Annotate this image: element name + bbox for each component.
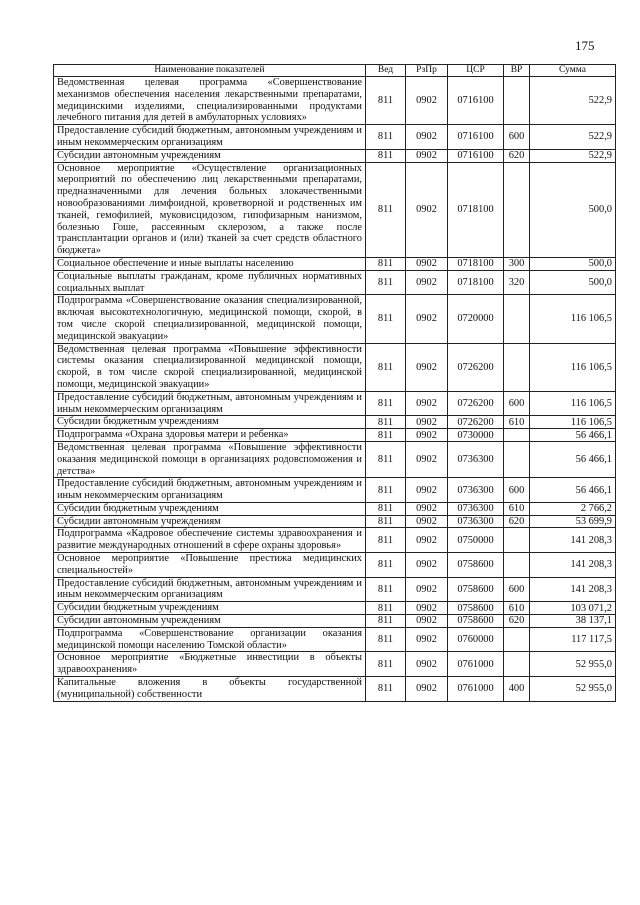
cell-ved: 811 xyxy=(366,162,406,257)
cell-ved: 811 xyxy=(366,295,406,343)
cell-ved: 811 xyxy=(366,391,406,416)
table-row xyxy=(54,677,616,702)
cell-sum: 116 106,5 xyxy=(530,343,616,391)
table-row xyxy=(54,162,616,257)
cell-csr: 0736300 xyxy=(448,478,504,503)
cell-sum: 56 466,1 xyxy=(530,441,616,477)
cell-vr xyxy=(504,553,530,578)
cell-vr xyxy=(504,652,530,677)
cell-csr: 0736300 xyxy=(448,441,504,477)
table-row xyxy=(54,270,616,295)
cell-rzpr: 0902 xyxy=(406,416,448,429)
cell-sum: 116 106,5 xyxy=(530,295,616,343)
cell-rzpr: 0902 xyxy=(406,577,448,602)
cell-sum: 103 071,2 xyxy=(530,602,616,615)
cell-sum: 522,9 xyxy=(530,149,616,162)
header-vr: ВР xyxy=(504,65,530,77)
table-row xyxy=(54,553,616,578)
cell-csr: 0758600 xyxy=(448,577,504,602)
cell-ved: 811 xyxy=(366,429,406,442)
cell-rzpr: 0902 xyxy=(406,149,448,162)
header-sum: Сумма xyxy=(530,65,616,77)
cell-rzpr: 0902 xyxy=(406,125,448,150)
table-row xyxy=(54,343,616,391)
table-row xyxy=(54,652,616,677)
cell-rzpr: 0902 xyxy=(406,652,448,677)
table-row xyxy=(54,528,616,553)
cell-vr xyxy=(504,627,530,652)
cell-name: Предоставление субсидий бюджетным, автономным учреждениям и иным некоммерческим организациям xyxy=(54,391,366,416)
cell-ved: 811 xyxy=(366,627,406,652)
table-row xyxy=(54,429,616,442)
cell-rzpr: 0902 xyxy=(406,77,448,125)
cell-csr: 0726200 xyxy=(448,343,504,391)
cell-name: Субсидии бюджетным учреждениям xyxy=(54,602,366,615)
cell-csr: 0718100 xyxy=(448,270,504,295)
cell-sum: 56 466,1 xyxy=(530,429,616,442)
cell-name: Подпрограмма «Охрана здоровья матери и ребенка» xyxy=(54,429,366,442)
cell-csr: 0758600 xyxy=(448,602,504,615)
cell-vr xyxy=(504,77,530,125)
cell-ved: 811 xyxy=(366,441,406,477)
cell-ved: 811 xyxy=(366,416,406,429)
cell-name: Социальное обеспечение и иные выплаты населению xyxy=(54,257,366,270)
cell-rzpr: 0902 xyxy=(406,478,448,503)
table-row xyxy=(54,615,616,628)
cell-rzpr: 0902 xyxy=(406,270,448,295)
cell-csr: 0761000 xyxy=(448,652,504,677)
cell-ved: 811 xyxy=(366,577,406,602)
cell-ved: 811 xyxy=(366,602,406,615)
cell-rzpr: 0902 xyxy=(406,295,448,343)
cell-sum: 2 766,2 xyxy=(530,502,616,515)
cell-ved: 811 xyxy=(366,257,406,270)
cell-name: Субсидии бюджетным учреждениям xyxy=(54,502,366,515)
cell-rzpr: 0902 xyxy=(406,615,448,628)
table-row xyxy=(54,478,616,503)
cell-name: Основное мероприятие «Осуществление организационных мероприятий по обеспечению лиц лекарственными препаратами, предназначенными для лечения больных злокачественными новообразованиями лимфоидной, кроветворной и родственных им тканей, гемофилией, муковисцидозом, гипофизарным нанизмом, болезнью Гоше, рассеянным склерозом, а также после трансплантации органов и (или) тканей за счет средств областного бюджета» xyxy=(54,162,366,257)
cell-sum: 38 137,1 xyxy=(530,615,616,628)
cell-vr: 400 xyxy=(504,677,530,702)
cell-ved: 811 xyxy=(366,125,406,150)
cell-rzpr: 0902 xyxy=(406,515,448,528)
cell-vr: 610 xyxy=(504,602,530,615)
cell-vr xyxy=(504,441,530,477)
cell-sum: 522,9 xyxy=(530,125,616,150)
header-rzpr: РзПр xyxy=(406,65,448,77)
cell-csr: 0730000 xyxy=(448,429,504,442)
table-row xyxy=(54,77,616,125)
cell-vr: 610 xyxy=(504,502,530,515)
cell-ved: 811 xyxy=(366,149,406,162)
cell-ved: 811 xyxy=(366,343,406,391)
table-row xyxy=(54,577,616,602)
cell-rzpr: 0902 xyxy=(406,528,448,553)
table-row xyxy=(54,627,616,652)
table-row xyxy=(54,502,616,515)
cell-rzpr: 0902 xyxy=(406,441,448,477)
budget-table xyxy=(53,64,616,702)
cell-sum: 141 208,3 xyxy=(530,577,616,602)
cell-csr: 0716100 xyxy=(448,149,504,162)
cell-vr: 620 xyxy=(504,615,530,628)
cell-name: Ведомственная целевая программа «Совершенствование механизмов обеспечения населения лекарственными препаратами, медицинскими изделиями, специализированными продуктами лечебного питания для детей в амбулаторных условиях» xyxy=(54,77,366,125)
cell-rzpr: 0902 xyxy=(406,162,448,257)
cell-ved: 811 xyxy=(366,515,406,528)
cell-ved: 811 xyxy=(366,553,406,578)
cell-ved: 811 xyxy=(366,502,406,515)
cell-csr: 0716100 xyxy=(448,125,504,150)
cell-csr: 0726200 xyxy=(448,416,504,429)
cell-csr: 0750000 xyxy=(448,528,504,553)
cell-sum: 116 106,5 xyxy=(530,391,616,416)
cell-name: Капитальные вложения в объекты государственной (муниципальной) собственности xyxy=(54,677,366,702)
cell-rzpr: 0902 xyxy=(406,391,448,416)
cell-csr: 0736300 xyxy=(448,515,504,528)
cell-vr: 320 xyxy=(504,270,530,295)
cell-name: Субсидии автономным учреждениям xyxy=(54,615,366,628)
table-row xyxy=(54,295,616,343)
cell-ved: 811 xyxy=(366,528,406,553)
cell-vr xyxy=(504,528,530,553)
table-row xyxy=(54,441,616,477)
cell-rzpr: 0902 xyxy=(406,627,448,652)
cell-sum: 56 466,1 xyxy=(530,478,616,503)
cell-csr: 0720000 xyxy=(448,295,504,343)
cell-csr: 0758600 xyxy=(448,553,504,578)
cell-ved: 811 xyxy=(366,270,406,295)
cell-name: Предоставление субсидий бюджетным, автономным учреждениям и иным некоммерческим организациям xyxy=(54,577,366,602)
cell-ved: 811 xyxy=(366,677,406,702)
cell-sum: 500,0 xyxy=(530,162,616,257)
cell-name: Ведомственная целевая программа «Повышение эффективности оказания медицинской помощи в организациях родовспоможения и детства» xyxy=(54,441,366,477)
cell-sum: 52 955,0 xyxy=(530,677,616,702)
header-csr: ЦСР xyxy=(448,65,504,77)
cell-vr: 610 xyxy=(504,416,530,429)
cell-rzpr: 0902 xyxy=(406,502,448,515)
header-name: Наименование показателей xyxy=(54,65,366,77)
table-row xyxy=(54,125,616,150)
cell-name: Субсидии бюджетным учреждениям xyxy=(54,416,366,429)
table-row xyxy=(54,602,616,615)
cell-csr: 0760000 xyxy=(448,627,504,652)
table-row xyxy=(54,391,616,416)
cell-csr: 0758600 xyxy=(448,615,504,628)
cell-csr: 0716100 xyxy=(448,77,504,125)
header-ved: Вед xyxy=(366,65,406,77)
cell-name: Ведомственная целевая программа «Повышение эффективности системы оказания специализированной медицинской помощи, скорой, в том числе скорой специализированной, медицинской помощи, медицинской эвакуации» xyxy=(54,343,366,391)
cell-vr: 600 xyxy=(504,577,530,602)
cell-vr xyxy=(504,343,530,391)
cell-sum: 522,9 xyxy=(530,77,616,125)
cell-name: Подпрограмма «Совершенствование оказания специализированной, включая высокотехнологичную, медицинской помощи, скорой, в том числе скорой специализированной, медицинской помощи, медицинской эвакуации» xyxy=(54,295,366,343)
cell-rzpr: 0902 xyxy=(406,257,448,270)
table-row xyxy=(54,515,616,528)
cell-rzpr: 0902 xyxy=(406,602,448,615)
cell-sum: 116 106,5 xyxy=(530,416,616,429)
cell-sum: 141 208,3 xyxy=(530,553,616,578)
table-header-row xyxy=(54,65,616,77)
cell-name: Подпрограмма «Совершенствование организации оказания медицинской помощи населению Томской области» xyxy=(54,627,366,652)
cell-rzpr: 0902 xyxy=(406,677,448,702)
cell-name: Подпрограмма «Кадровое обеспечение системы здравоохранения и развитие международных отношений в сфере охраны здоровья» xyxy=(54,528,366,553)
cell-name: Субсидии автономным учреждениям xyxy=(54,515,366,528)
table-body xyxy=(54,77,616,702)
cell-sum: 500,0 xyxy=(530,270,616,295)
cell-name: Предоставление субсидий бюджетным, автономным учреждениям и иным некоммерческим организациям xyxy=(54,478,366,503)
cell-rzpr: 0902 xyxy=(406,429,448,442)
cell-sum: 141 208,3 xyxy=(530,528,616,553)
cell-vr: 600 xyxy=(504,478,530,503)
cell-name: Социальные выплаты гражданам, кроме публичных нормативных социальных выплат xyxy=(54,270,366,295)
cell-sum: 53 699,9 xyxy=(530,515,616,528)
cell-vr xyxy=(504,295,530,343)
table-row xyxy=(54,149,616,162)
cell-name: Основное мероприятие «Повышение престижа медицинских специальностей» xyxy=(54,553,366,578)
cell-csr: 0726200 xyxy=(448,391,504,416)
cell-name: Предоставление субсидий бюджетным, автономным учреждениям и иным некоммерческим организациям xyxy=(54,125,366,150)
page-number: 175 xyxy=(575,38,595,53)
cell-sum: 52 955,0 xyxy=(530,652,616,677)
cell-sum: 500,0 xyxy=(530,257,616,270)
cell-vr: 600 xyxy=(504,391,530,416)
cell-name: Основное мероприятие «Бюджетные инвестиции в объекты здравоохранения» xyxy=(54,652,366,677)
cell-sum: 117 117,5 xyxy=(530,627,616,652)
table-row xyxy=(54,257,616,270)
cell-vr: 600 xyxy=(504,125,530,150)
cell-vr xyxy=(504,162,530,257)
cell-vr xyxy=(504,429,530,442)
cell-csr: 0718100 xyxy=(448,257,504,270)
table-row xyxy=(54,416,616,429)
cell-vr: 300 xyxy=(504,257,530,270)
cell-csr: 0761000 xyxy=(448,677,504,702)
cell-ved: 811 xyxy=(366,615,406,628)
cell-name: Субсидии автономным учреждениям xyxy=(54,149,366,162)
cell-vr: 620 xyxy=(504,149,530,162)
cell-csr: 0718100 xyxy=(448,162,504,257)
cell-rzpr: 0902 xyxy=(406,553,448,578)
cell-ved: 811 xyxy=(366,652,406,677)
cell-rzpr: 0902 xyxy=(406,343,448,391)
cell-vr: 620 xyxy=(504,515,530,528)
cell-ved: 811 xyxy=(366,77,406,125)
cell-ved: 811 xyxy=(366,478,406,503)
cell-csr: 0736300 xyxy=(448,502,504,515)
